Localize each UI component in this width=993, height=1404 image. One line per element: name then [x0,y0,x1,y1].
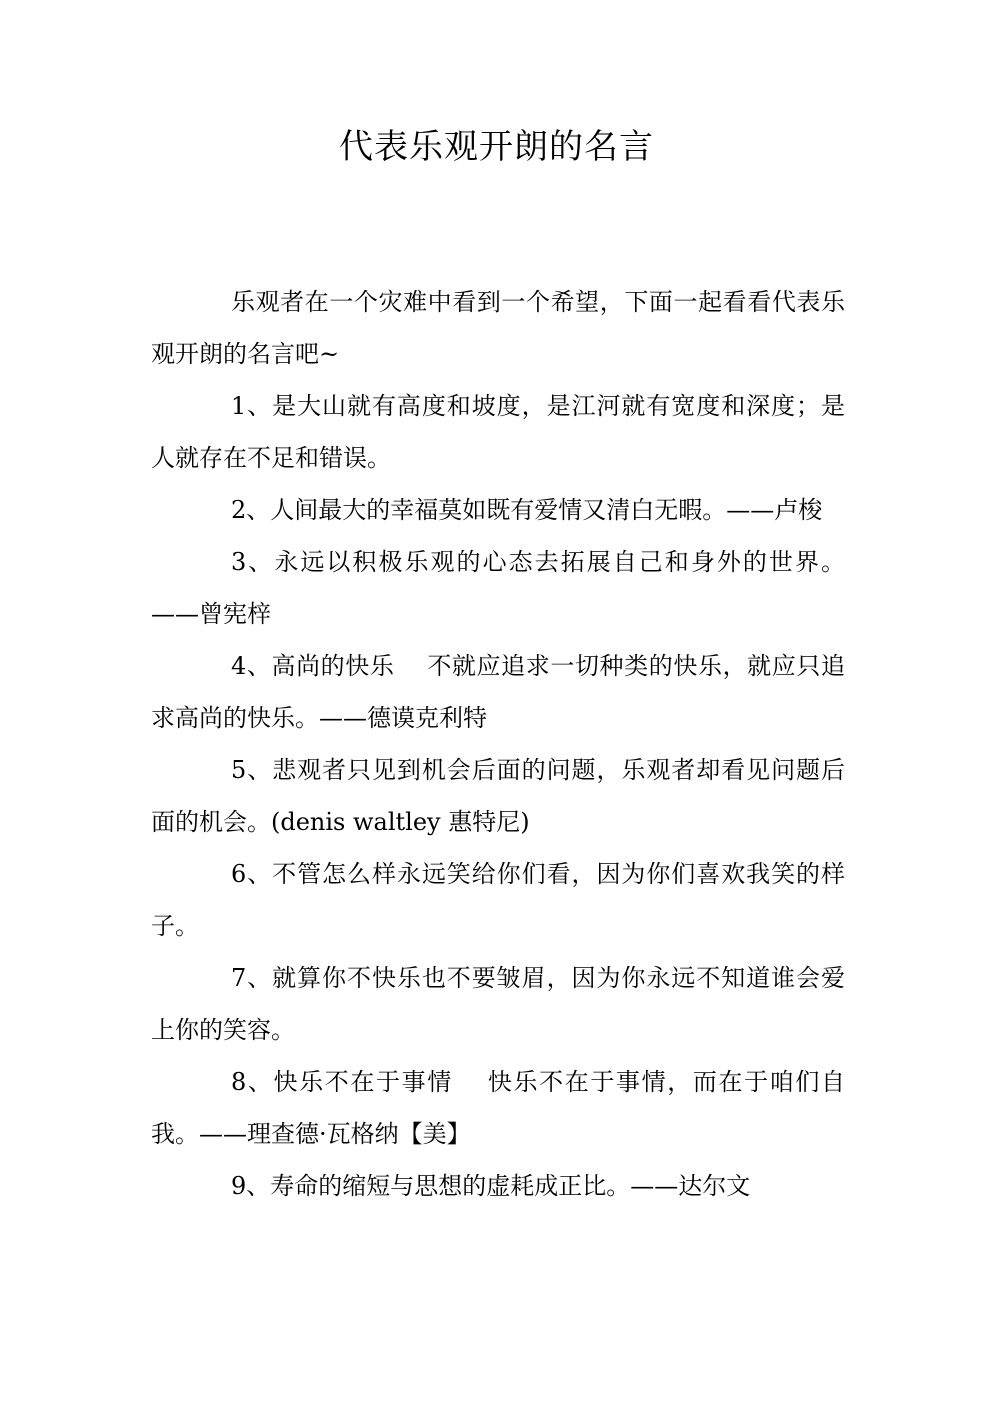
quote-paragraph-6: 6、不管怎么样永远笑给你们看，因为你们喜欢我笑的样子。 [151,860,845,940]
document-body [151,276,845,1212]
intro-paragraph: 乐观者在一个灾难中看到一个希望，下面一起看看代表乐观开朗的名言吧~ [151,288,845,368]
page-title: 代表乐观开朗的名言 [339,127,654,167]
quote-paragraph-4: 4、高尚的快乐 不就应追求一切种类的快乐，就应只追求高尚的快乐。——德谟克利特 [151,652,845,732]
quote-paragraph-5: 5、悲观者只见到机会后面的问题，乐观者却看见问题后面的机会。(denis waltley 惠特尼) [151,756,845,836]
quote-paragraph-7: 7、就算你不快乐也不要皱眉，因为你永远不知道谁会爱上你的笑容。 [151,964,845,1044]
quote-paragraph-2: 2、人间最大的幸福莫如既有爱情又清白无暇。——卢梭 [231,496,823,524]
quote-paragraph-1: 1、是大山就有高度和坡度，是江河就有宽度和深度；是人就存在不足和错误。 [151,392,845,472]
quote-paragraph-9: 9、寿命的缩短与思想的虚耗成正比。——达尔文 [231,1172,751,1200]
quote-paragraph-3: 3、永远以积极乐观的心态去拓展自己和身外的世界。——曾宪梓 [151,548,845,628]
quote-paragraph-8: 8、快乐不在于事情 快乐不在于事情，而在于咱们自我。——理查德·瓦格纳【美】 [151,1068,845,1148]
